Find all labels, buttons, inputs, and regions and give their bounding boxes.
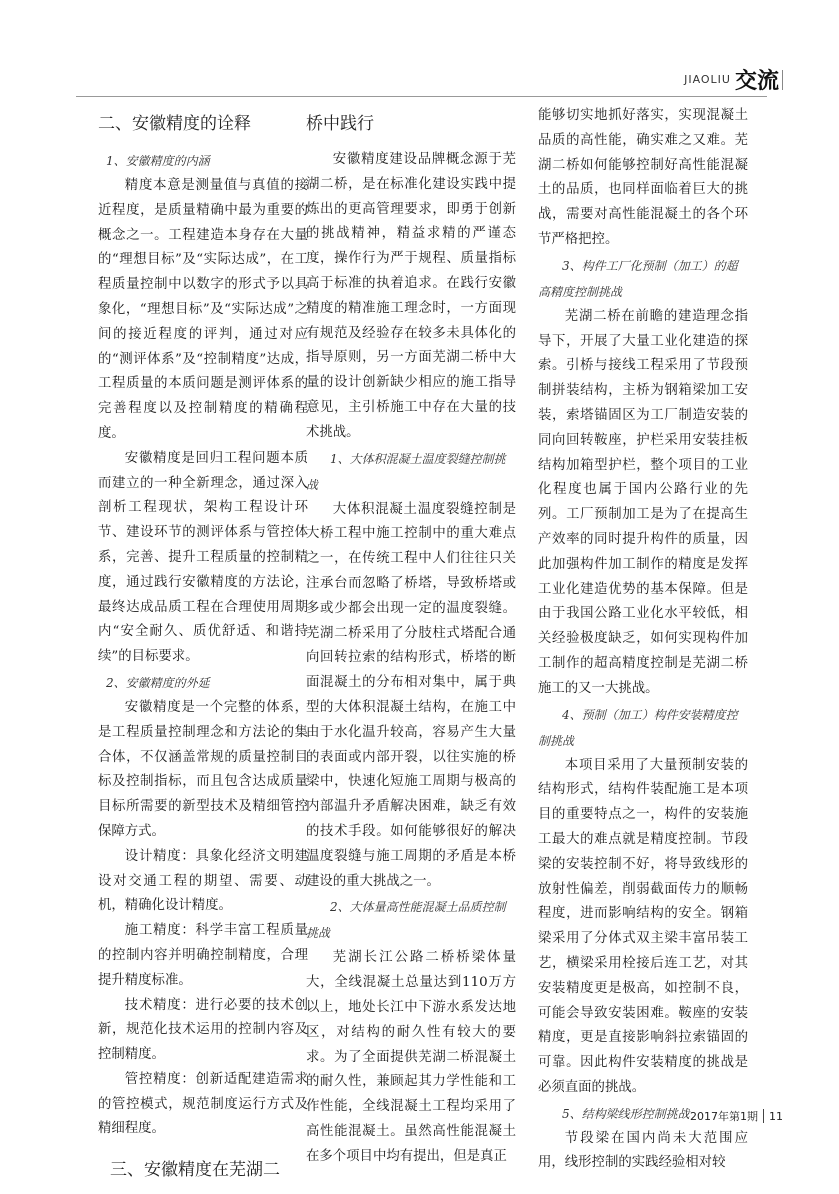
subsection-title: 4、预制（加工）构件安装精度控制挑战 (538, 707, 738, 748)
header-bar (782, 70, 783, 90)
paragraph: 安徽精度是回归工程问题本质而建立的一种全新理念，通过深入剖析工程现状，架构工程设计环节、建设环节的测评体系与管控体系，完善、提升工程质量的控制精度，通过践行安徽精度的方法论，最终达成品质工程在合理使用周期内“安全耐久、质优舒适、和谐持续”的目标要求。 (98, 450, 308, 665)
column-1 (98, 104, 308, 1194)
running-header (684, 64, 783, 95)
paragraph: 设计精度：具象化经济文明建设对交通工程的期望、需要、动机，精确化设计精度。 (98, 848, 308, 914)
paragraph: 安徽精度建设品牌概念源于芜湖二桥，是在标准化建设实践中提炼出的更高管理要求，即勇于创新的挑战精神，精益求精的严谨态度，操作行为严于规程、质量指标高于标准的执着追求。在践行安徽精度的精准施工理念时，一方面现有规范及经验存在较多未具体化的指导原则，另一方面芜湖二桥中大量的设计创新缺少相应的施工指导意见，主引桥施工中存在大量的技术挑战。 (306, 152, 516, 440)
column-2 (306, 104, 516, 1169)
paragraph: 技术精度：进行必要的技术创新，规范化技术运用的控制内容及控制精度。 (98, 997, 308, 1063)
subsection-title: 1、大体积混凝土温度裂缝控制挑战 (306, 451, 506, 492)
header-chinese: 交流 (734, 69, 779, 94)
paragraph: 大体积混凝土温度裂缝控制是大桥工程中施工控制中的重大难点之一，在传统工程中人们往往只关注承台而忽略了桥塔，导致桥塔或多或少都会出现一定的温度裂缝。芜湖二桥采用了分肢柱式塔配合通向回转拉索的结构形式，桥塔的断面混凝土的分布相对集中，属于典型的大体积混凝土结构，在施工中由于水化温升较高，容易产生大量的表面或内部开裂，以往实施的桥梁中，快速化短施工周期与极高的内部温升矛盾解决困难，缺乏有效的技术手段。如何能够很好的解决温度裂缝与施工周期的矛盾是本桥建设的重大挑战之一。 (306, 501, 516, 889)
header-latin: JIAOLIU (684, 73, 731, 86)
section-title-2: 二、安徽精度的诠释 (98, 114, 251, 134)
paragraph: 精度本意是测量值与真值的接近程度，是质量精确中最为重要的概念之一。工程建造本身存在大量的“理想目标”及“实际达成”，在工程质量控制中以数字的形式予以具象化，“理想目标”及“实际达成”之间的接近程度的评判，通过对应的“测评体系”及“控制精度”达成，工程质量的本质问题是测评体系的完善程度以及控制精度的精确程度。 (98, 178, 308, 441)
column-3 (538, 104, 748, 1176)
page-number: 11 (769, 1109, 783, 1123)
issue-label: 2017年第1期 (690, 1110, 758, 1123)
subsection-title: 5、结构梁线形控制挑战 (562, 1106, 690, 1121)
paragraph: 节段梁在国内尚未大范围应用，线形控制的实践经验相对较 (538, 1130, 748, 1171)
section-title-3: 三、安徽精度在芜湖二 (110, 1160, 280, 1181)
footer-separator (763, 1109, 764, 1123)
paragraph: 能够切实地抓好落实，实现混凝土品质的高性能，确实难之又难。芜湖二桥如何能够控制好高性能混凝土的品质，也同样面临着巨大的挑战，需要对高性能混凝土的各个环节严格把控。 (538, 108, 748, 247)
header-rule (76, 96, 767, 97)
page-footer (690, 1108, 783, 1124)
paragraph: 管控精度：创新适配建造需求的管控模式，规范制度运行方式及精细程度。 (98, 1071, 308, 1137)
subsection-title: 3、构件工厂化预制（加工）的超高精度控制挑战 (538, 258, 738, 299)
subsection-title: 2、安徽精度的外延 (106, 675, 210, 690)
paragraph: 芜湖二桥在前瞻的建造理念指导下，开展了大量工业化建造的探索。引桥与接线工程采用了节段预制拼装结构，主桥为钢箱梁加工安装，索塔锚固区为工厂制造安装的同向回转鞍座，护栏采用安装挂板结构加箱型护栏，整个项目的工业化程度也属于国内公路行业的先列。工厂预制加工是为了在提高生产效率的同时提升构件的质量，因此加强构件加工制作的精度是发挥工业化建造优势的基本保障。但是由于我国公路工业化水平较低，相关经验极度缺乏，如何实现构件加工制作的超高精度控制是芜湖二桥施工的又一大挑战。 (538, 308, 748, 696)
subsection-title: 2、大体量高性能混凝土品质控制挑战 (306, 900, 506, 941)
paragraph: 本项目采用了大量预制安装的结构形式，结构件装配施工是本项目的重要特点之一，构件的安装施工最大的难点就是精度控制。节段梁的安装控制不好，将导致线形的放射性偏差，削弱截面传力的顺畅程度，进而影响结构的安全。钢箱梁采用了分体式双主梁丰富吊装工艺，横梁采用栓接后连工艺，对其安装精度更是极高，如控制不良，可能会导致安装困难。鞍座的安装精度，更是直接影响斜拉索锚固的可靠。因此构件安装精度的挑战是必须直面的挑战。 (538, 757, 748, 1095)
paragraph: 芜湖长江公路二桥桥梁体量大，全线混凝土总量达到110万方以上，地处长江中下游水系发达地区，对结构的耐久性有较大的要求。为了全面提供芜湖二桥混凝土的耐久性，兼顾起其力学性能和工作性能，全线混凝土工程均采用了高性能混凝土。虽然高性能混凝土在多个项目中均有提出，但是真正 (306, 950, 516, 1164)
subsection-title: 1、安徽精度的内涵 (106, 154, 210, 168)
section-title-3-cont: 桥中践行 (306, 114, 374, 134)
paragraph: 安徽精度是一个完整的体系，是工程质量控制理念和方法论的集合体，不仅涵盖常规的质量控制目标及控制指标，而且包含达成质量目标所需要的新型技术及精细管控保障方式。 (98, 699, 308, 839)
paragraph: 施工精度：科学丰富工程质量的控制内容并明确控制精度，合理提升精度标准。 (98, 923, 308, 988)
